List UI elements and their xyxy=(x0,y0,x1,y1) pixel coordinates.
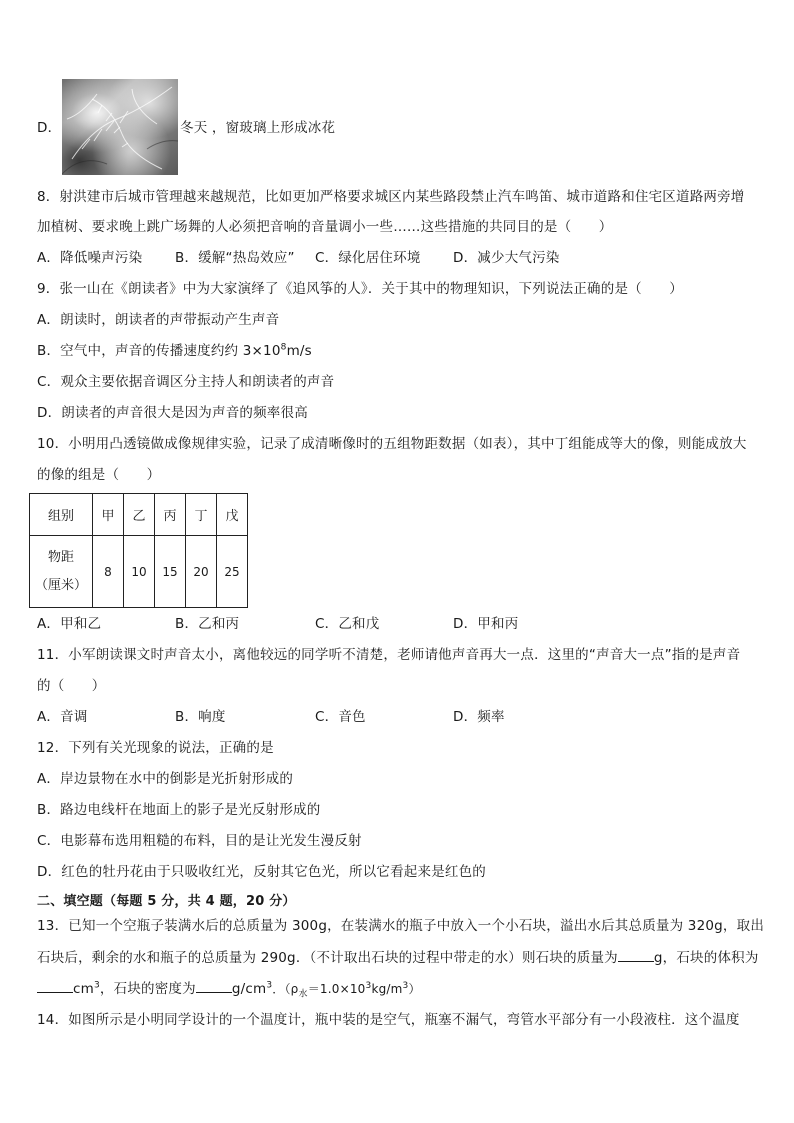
q9-option-d: D．朗读者的声音很大是因为声音的频率很高 xyxy=(37,405,308,421)
q9-stem: 9．张一山在《朗读者》中为大家演绎了《追风筝的人》．关于其中的物理知识，下列说法正确的是（ ） xyxy=(37,281,683,297)
q11-option-a: A．音调 xyxy=(37,709,88,725)
q13-unit-gcm: g/cm xyxy=(231,981,267,997)
q9-option-b-exp: 8 xyxy=(280,342,287,353)
table-group-cell: 丁 xyxy=(186,494,217,536)
q11-stem-line1: 11．小军朗读课文时声音太小，离他较远的同学听不清楚，老师请他声音再大一点．这里的“声音大一点”指的是声音 xyxy=(37,647,741,663)
answer-blank-density[interactable] xyxy=(196,978,232,993)
table-distance-cell: 15 xyxy=(155,536,186,608)
q10-option-c: C．乙和戊 xyxy=(315,616,380,632)
q8-stem-line2: 加植树、要求晚上跳广场舞的人必须把音响的音量调小一些……这些措施的共同目的是（ ） xyxy=(37,219,613,235)
answer-blank-volume[interactable] xyxy=(37,978,73,993)
table-group-cell: 甲 xyxy=(93,494,124,536)
q8-option-d: D．减少大气污染 xyxy=(453,250,560,266)
q9-option-c: C．观众主要依据音调区分主持人和朗读者的声音 xyxy=(37,374,335,390)
q8-option-a: A．降低噪声污染 xyxy=(37,250,143,266)
q10-stem-line1: 10．小明用凸透镜做成像规律实验，记录了成清晰像时的五组物距数据（如表），其中丁组能成等大的像，则能成放大 xyxy=(37,436,747,452)
q10-data-table xyxy=(29,493,248,608)
q10-stem-line2: 的像的组是（ ） xyxy=(37,467,161,483)
answer-blank-mass[interactable] xyxy=(618,947,654,962)
q10-option-b: B．乙和丙 xyxy=(175,616,240,632)
q12-option-c: C．电影幕布选用粗糙的布料，目的是让光发生漫反射 xyxy=(37,833,362,849)
table-distance-cell: 25 xyxy=(217,536,248,608)
q13-note-mid: ＝1.0×10 xyxy=(307,982,366,996)
q13-note xyxy=(272,981,421,1000)
table-row-label xyxy=(30,536,93,608)
q8-stem-line1: 8．射洪建市后城市管理越来越规范，比如更加严格要求城区内某些路段禁止汽车鸣笛、城市道路和住宅区道路两旁增 xyxy=(37,189,745,205)
q13-density-text: ，石块的密度为 xyxy=(99,981,196,997)
q13-unit-gcm-exp: 3 xyxy=(266,980,273,991)
table-distance-cell: 10 xyxy=(124,536,155,608)
q13-note-end: ） xyxy=(408,982,421,996)
table-row-label-1: 物距 xyxy=(47,549,74,565)
table-group-cell: 乙 xyxy=(124,494,155,536)
q12-option-a: A．岸边景物在水中的倒影是光折射形成的 xyxy=(37,771,294,787)
q13-note-sub: 水 xyxy=(298,989,308,1000)
q8-option-c: C．绿化居住环境 xyxy=(315,250,421,266)
q8-option-b: B．缓解“热岛效应” xyxy=(175,250,295,266)
table-header-label: 组别 xyxy=(30,494,93,536)
q9-option-b-pre: B．空气中，声音的传播速度约约 3×10 xyxy=(37,343,281,359)
q13-stem-line2 xyxy=(37,947,759,968)
q13-note-unit: kg/m xyxy=(371,982,403,996)
q14-stem-line1: 14．如图所示是小明同学设计的一个温度计，瓶中装的是空气，瓶塞不漏气，弯管水平部分有一小段液柱．这个温度 xyxy=(37,1012,740,1028)
q11-option-c: C．音色 xyxy=(315,709,366,725)
q9-option-a: A．朗读时，朗读者的声带振动产生声音 xyxy=(37,312,280,328)
q13-line2-pre: 石块后，剩余的水和瓶子的总质量为 290g．（不计取出石块的过程中带走的水）则石块的质量为 xyxy=(37,950,618,966)
q13-note-unit-exp: 3 xyxy=(402,981,409,991)
q13-unit-cm-exp: 3 xyxy=(93,980,100,991)
table-group-cell: 丙 xyxy=(155,494,186,536)
q7-option-d-label: D． xyxy=(37,120,62,136)
q13-line2-post: g，石块的体积为 xyxy=(653,950,759,966)
table-distance-cell: 8 xyxy=(93,536,124,608)
q10-option-a: A．甲和乙 xyxy=(37,616,102,632)
table-row-label-2: （厘米） xyxy=(34,577,87,593)
q9-option-b-unit: m/s xyxy=(286,343,312,359)
q12-option-d: D．红色的牡丹花由于只吸收红光，反射其它色光，所以它看起来是红色的 xyxy=(37,864,486,880)
q13-unit-cm: cm xyxy=(73,981,94,997)
q11-stem-line2: 的（ ） xyxy=(37,678,106,694)
q12-option-b: B．路边电线杆在地面上的影子是光反射形成的 xyxy=(37,802,321,818)
q9-option-b xyxy=(37,341,312,361)
q13-note-pre: ．（ρ xyxy=(272,982,299,996)
q11-option-b: B．响度 xyxy=(175,709,226,725)
q13-stem-line1: 13．已知一个空瓶子装满水后的总质量为 300g，在装满水的瓶子中放入一个小石块，溢出水后其总质量为 320g，取出 xyxy=(37,918,765,934)
q13-stem-line3 xyxy=(37,978,421,999)
q11-option-d: D．频率 xyxy=(453,709,505,725)
frost-window-image xyxy=(62,79,178,175)
table-distance-cell: 20 xyxy=(186,536,217,608)
table-row-distance xyxy=(30,536,248,608)
q10-option-d: D．甲和丙 xyxy=(453,616,519,632)
table-row-header xyxy=(30,494,248,536)
q12-stem: 12．下列有关光现象的说法，正确的是 xyxy=(37,740,274,756)
q13-note-exp: 3 xyxy=(365,981,372,991)
section-heading: 二、填空题（每题 5 分，共 4 题，20 分） xyxy=(37,894,296,909)
q7-option-d-text: 冬天 ，窗玻璃上形成冰花 xyxy=(180,120,336,136)
table-group-cell: 戊 xyxy=(217,494,248,536)
